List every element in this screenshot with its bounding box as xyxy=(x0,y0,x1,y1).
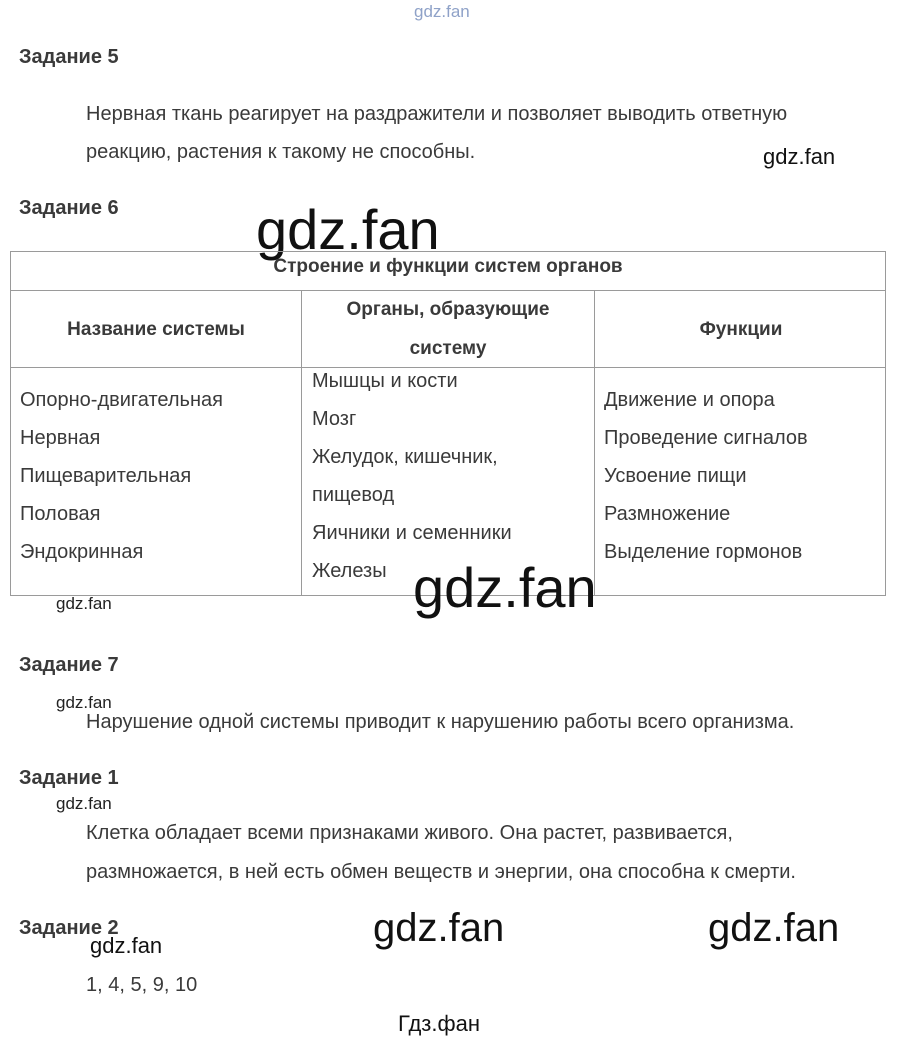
watermark-task2-mid: gdz.fan xyxy=(373,906,505,950)
watermark-task5: gdz.fan xyxy=(763,144,836,169)
system-item: Нервная xyxy=(20,427,101,449)
task7-heading: Задание 7 xyxy=(19,654,119,676)
function-item: Движение и опора xyxy=(604,389,775,411)
watermark-task2-small: gdz.fan xyxy=(90,933,163,958)
organ-item: Желудок, кишечник, xyxy=(312,446,498,468)
task5-line-1: Нервная ткань реагирует на раздражители и позволяет выводить ответную xyxy=(86,103,788,125)
task1-line-1: Клетка обладает всеми признаками живого. Она растет, развивается, xyxy=(86,822,733,844)
systems-column xyxy=(20,381,223,571)
task5-line-2: реакцию, растения к такому не способны. xyxy=(86,141,476,163)
task6-heading: Задание 6 xyxy=(19,197,119,219)
organ-item: Железы xyxy=(312,560,387,582)
organ-item: Яичники и семенники xyxy=(312,522,512,544)
task1-heading: Задание 1 xyxy=(19,767,119,789)
task1-line-2: размножается, в ней есть обмен веществ и энергии, она способна к смерти. xyxy=(86,861,796,883)
organ-systems-table xyxy=(10,251,886,596)
watermark-top: gdz.fan xyxy=(414,2,470,21)
footer-watermark: Гдз.фан xyxy=(398,1011,480,1036)
function-item: Выделение гормонов xyxy=(604,541,803,563)
header-functions: Функции xyxy=(699,318,783,340)
task2-answer: 1, 4, 5, 9, 10 xyxy=(86,974,198,996)
table-title: Строение и функции систем органов xyxy=(11,252,885,291)
task5-heading: Задание 5 xyxy=(19,46,119,68)
watermark-task6: gdz.fan xyxy=(256,198,440,261)
system-item: Опорно-двигательная xyxy=(20,389,223,411)
task7-line-1: Нарушение одной системы приводит к нарушению работы всего организма. xyxy=(86,711,795,733)
functions-column xyxy=(604,381,808,571)
function-item: Проведение сигналов xyxy=(604,427,808,449)
watermark-task7: gdz.fan xyxy=(56,693,112,712)
system-item: Пищеварительная xyxy=(20,465,192,487)
watermark-task1: gdz.fan xyxy=(56,794,112,813)
header-organs: Органы, образующие систему xyxy=(346,299,550,359)
function-item: Усвоение пищи xyxy=(604,465,747,487)
organ-item: Мышцы и кости xyxy=(312,370,458,392)
header-system-name: Название системы xyxy=(67,318,245,340)
organ-item: Мозг xyxy=(312,408,357,430)
watermark-task2-right: gdz.fan xyxy=(708,906,840,950)
organ-item: пищевод xyxy=(312,484,395,506)
system-item: Половая xyxy=(20,503,101,525)
system-item: Эндокринная xyxy=(20,541,144,563)
function-item: Размножение xyxy=(604,503,731,525)
task2-heading: Задание 2 xyxy=(19,917,119,939)
watermark-below-table: gdz.fan xyxy=(56,594,112,613)
watermark-table: gdz.fan xyxy=(413,556,597,619)
